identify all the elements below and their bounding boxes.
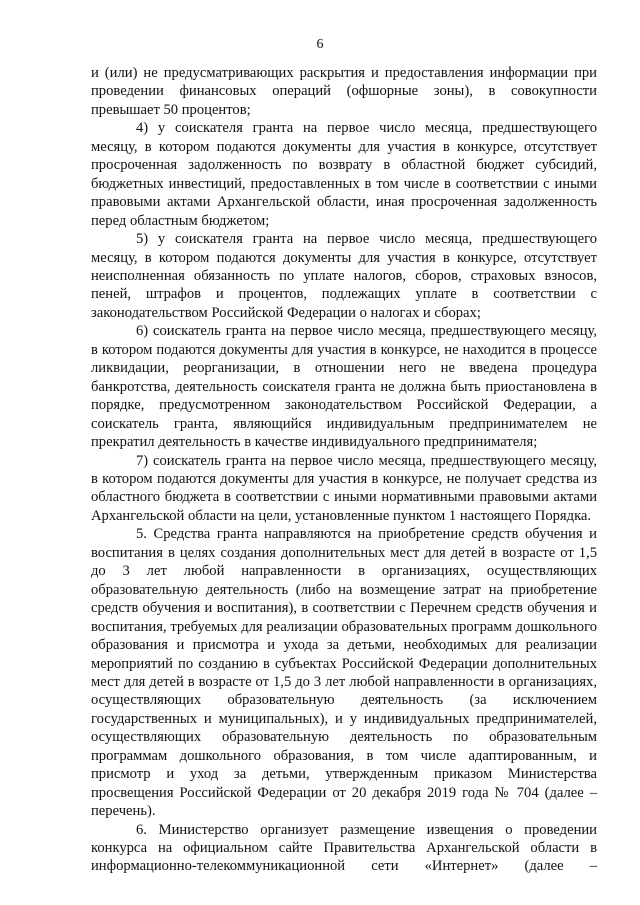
paragraph-continuation: и (или) не предусматривающих раскрытия и предоставления информации при проведении финансовых операций (офшорные зоны), в совокупности превышает 50 процентов; — [91, 65, 597, 118]
document-body — [91, 64, 597, 876]
paragraph-item-4: 4) у соискателя гранта на первое число месяца, предшествующего месяцу, в котором подаются документы для участия в конкурсе, отсутствует просроченная задолженность по возврату в областной бюджет субсидий, бюджетных инвестиций, предоставленных в том числе в соответствии с иными правовыми актами Архангельской области, иная просроченная задолженность перед областным бюджетом; — [91, 120, 597, 229]
paragraph-section-5: 5. Средства гранта направляются на приобретение средств обучения и воспитания в целях создания дополнительных мест для детей в возрасте от 1,5 до 3 лет любой направленности в организациях, осуществляющих образовательную деятельность (либо на возмещение затрат на приобретение средств обучения и воспитания), в соответствии с Перечнем средств обучения и воспитания, требуемых для реализации образовательных программ дошкольного образования и присмотра и ухода за детьми, необходимых для реализации мероприятий по созданию в субъектах Российской Федерации дополнительных мест для детей в возрасте от 1,5 до 3 лет любой направленности в организациях, осуществляющих образовательную деятельность (за исключением государственных и муниципальных), и у индивидуальных предпринимателей, осуществляющих образовательную деятельность по образовательным программам дошкольного образования, в том числе адаптированным, и присмотр и уход за детьми, утвержденным приказом Министерства просвещения Российской Федерации от 20 декабря 2019 года № 704 (далее – перечень). — [91, 526, 597, 820]
paragraph-item-7: 7) соискатель гранта на первое число месяца, предшествующего месяцу, в котором подаются документы для участия в конкурсе, не получает средства из областного бюджета в соответствии с иными нормативными правовыми актами Архангельской области на цели, установленные пунктом 1 настоящего Порядка. — [91, 452, 597, 524]
paragraph-section-6: 6. Министерство организует размещение извещения о проведении конкурса на официальном сайте Правительства Архангельской области в информационно-телекоммуникационной сети «Интернет» (далее – — [91, 821, 597, 875]
page-number: 6 — [316, 37, 324, 52]
paragraph-item-5: 5) у соискателя гранта на первое число месяца, предшествующего месяцу, в котором подаются документы для участия в конкурсе, отсутствует неисполненная обязанность по уплате налогов, сборов, страховых взносов, пеней, штрафов и процентов, подлежащих уплате в соответствии с законодательством Российской Федерации о налогах и сборах; — [91, 231, 597, 321]
paragraph-item-6: 6) соискатель гранта на первое число месяца, предшествующего месяцу, в котором подаются документы для участия в конкурсе, не находится в процессе ликвидации, реорганизации, в отношении него не введена процедура банкротства, деятельность соискателя гранта не должна быть приостановлена в порядке, предусмотренном законодательством Российской Федерации, а соискатель гранта, являющийся индивидуальным предпринимателем не прекратил деятельность в качестве индивидуального предпринимателя; — [91, 323, 597, 451]
